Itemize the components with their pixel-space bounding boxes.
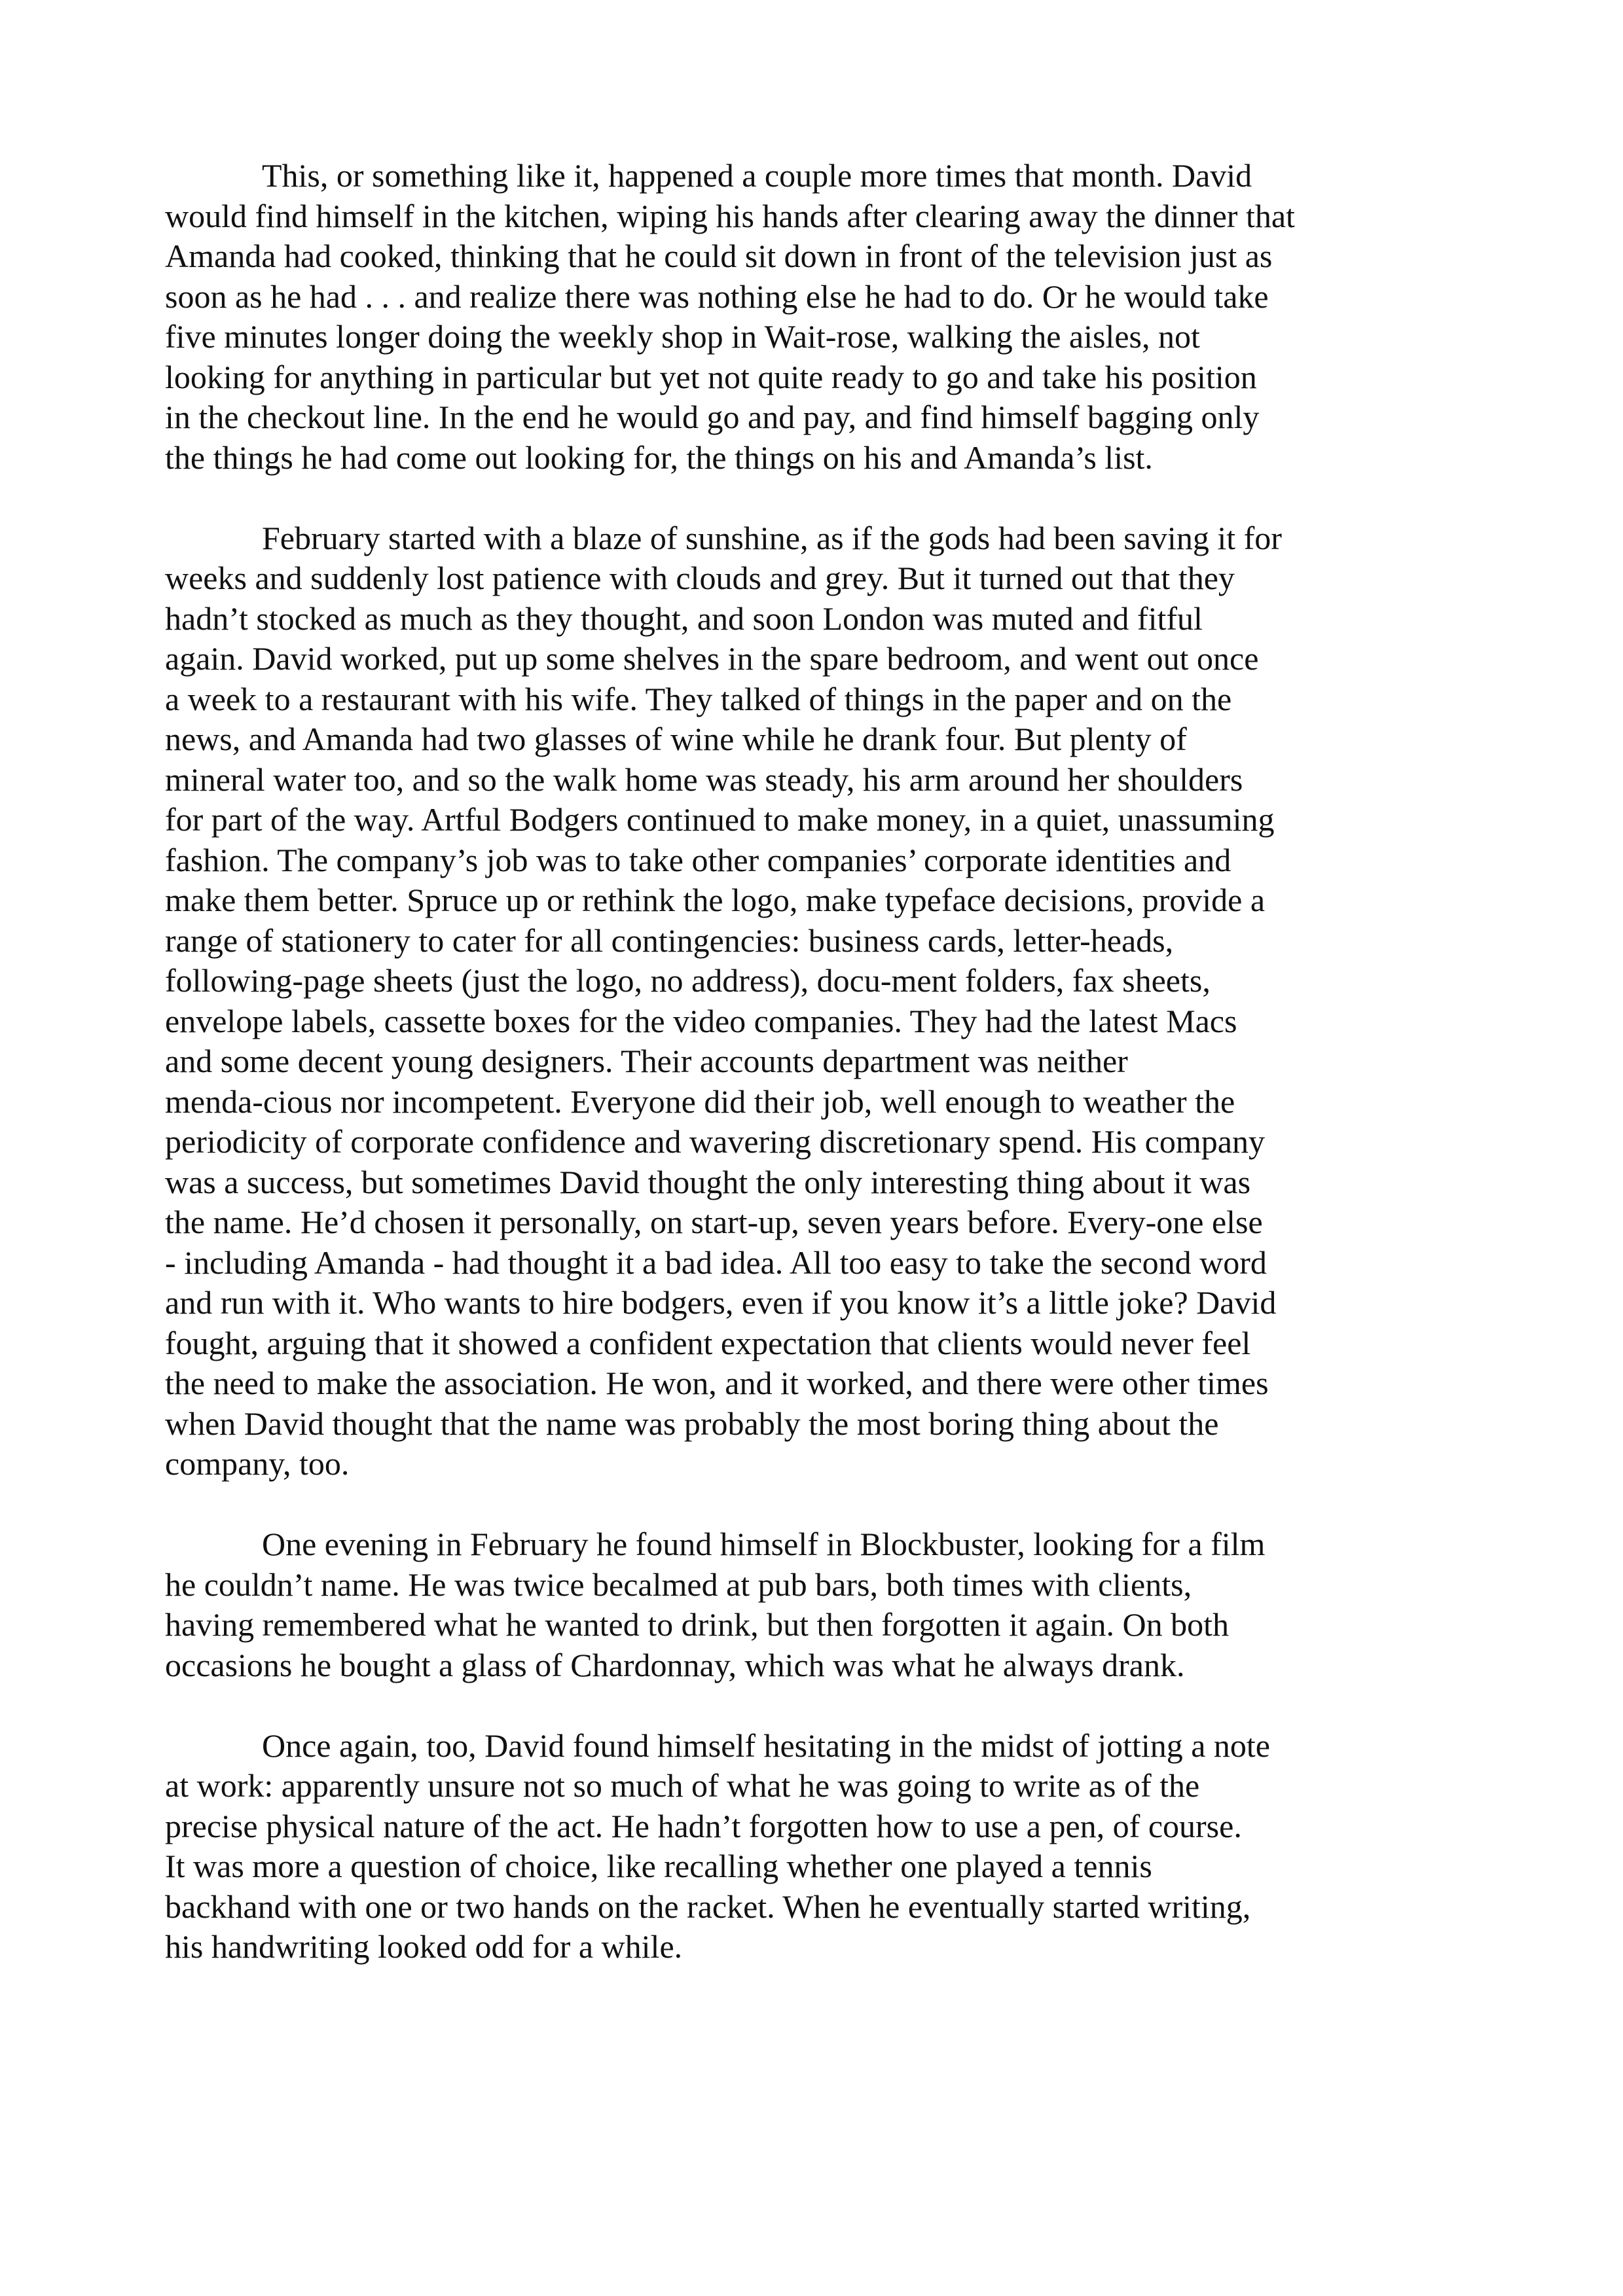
text-line: This, or something like it, happened a couple more times that month. David bbox=[262, 157, 1252, 194]
text-line: looking for anything in particular but yet not quite ready to go and take his position bbox=[165, 358, 1257, 395]
text-line: company, too. bbox=[165, 1445, 350, 1482]
text-line: five minutes longer doing the weekly shop in Wait-rose, walking the aisles, not bbox=[165, 318, 1200, 355]
text-line: for part of the way. Artful Bodgers continued to make money, in a quiet, unassuming bbox=[165, 801, 1275, 838]
text-line: in the checkout line. In the end he would go and pay, and find himself bagging only bbox=[165, 399, 1260, 435]
text-line: fought, arguing that it showed a confident expectation that clients would never feel bbox=[165, 1324, 1251, 1361]
text-line: menda-cious nor incompetent. Everyone did their job, well enough to weather the bbox=[165, 1083, 1235, 1120]
text-line: his handwriting looked odd for a while. bbox=[165, 1928, 683, 1965]
text-line: he couldn’t name. He was twice becalmed at pub bars, both times with clients, bbox=[165, 1566, 1192, 1603]
text-line: One evening in February he found himself in Blockbuster, looking for a film bbox=[262, 1526, 1266, 1562]
text-line: at work: apparently unsure not so much of what he was going to write as of the bbox=[165, 1767, 1200, 1804]
text-line: weeks and suddenly lost patience with clouds and grey. But it turned out that they bbox=[165, 560, 1235, 596]
text-line: Amanda had cooked, thinking that he could sit down in front of the television just as bbox=[165, 238, 1273, 274]
text-line: hadn’t stocked as much as they thought, and soon London was muted and fitful bbox=[165, 600, 1203, 637]
text-line: periodicity of corporate confidence and wavering discretionary spend. His company bbox=[165, 1123, 1265, 1160]
paragraph bbox=[165, 518, 1461, 1484]
text-line: was a success, but sometimes David thought the only interesting thing about it was bbox=[165, 1163, 1251, 1200]
text-line: following-page sheets (just the logo, no address), docu-ment folders, fax sheets, bbox=[165, 962, 1211, 999]
text-line: It was more a question of choice, like recalling whether one played a tennis bbox=[165, 1848, 1152, 1884]
text-line: when David thought that the name was probably the most boring thing about the bbox=[165, 1405, 1219, 1442]
paragraph bbox=[165, 1524, 1461, 1685]
paragraph bbox=[165, 1726, 1461, 1967]
text-line: February started with a blaze of sunshine, as if the gods had been saving it for bbox=[262, 519, 1282, 556]
text-line: occasions he bought a glass of Chardonnay, which was what he always drank. bbox=[165, 1646, 1185, 1683]
text-line: and some decent young designers. Their accounts department was neither bbox=[165, 1043, 1128, 1079]
text-line: the things he had come out looking for, the things on his and Amanda’s list. bbox=[165, 439, 1153, 476]
paragraph bbox=[165, 156, 1461, 478]
text-line: make them better. Spruce up or rethink the logo, make typeface decisions, provide a bbox=[165, 882, 1266, 918]
text-line: envelope labels, cassette boxes for the video companies. They had the latest Macs bbox=[165, 1002, 1237, 1039]
text-line: range of stationery to cater for all contingencies: business cards, letter-heads, bbox=[165, 922, 1174, 959]
text-line: the name. He’d chosen it personally, on start-up, seven years before. Every-one else bbox=[165, 1204, 1263, 1240]
text-line: Once again, too, David found himself hesitating in the midst of jotting a note bbox=[262, 1727, 1270, 1764]
text-line: soon as he had . . . and realize there was nothing else he had to do. Or he would take bbox=[165, 278, 1269, 315]
text-line: and run with it. Who wants to hire bodgers, even if you know it’s a little joke? David bbox=[165, 1284, 1277, 1321]
text-line: mineral water too, and so the walk home was steady, his arm around her shoulders bbox=[165, 761, 1243, 798]
text-line: - including Amanda - had thought it a bad idea. All too easy to take the second word bbox=[165, 1244, 1267, 1281]
text-line: having remembered what he wanted to drink, but then forgotten it again. On both bbox=[165, 1606, 1230, 1643]
text-line: would find himself in the kitchen, wiping his hands after clearing away the dinner that bbox=[165, 197, 1295, 234]
body-text bbox=[165, 156, 1461, 2007]
text-line: again. David worked, put up some shelves in the spare bedroom, and went out once bbox=[165, 640, 1259, 677]
text-line: news, and Amanda had two glasses of wine while he drank four. But plenty of bbox=[165, 721, 1187, 757]
text-line: the need to make the association. He won, and it worked, and there were other times bbox=[165, 1365, 1269, 1401]
text-line: a week to a restaurant with his wife. They talked of things in the paper and on the bbox=[165, 680, 1232, 717]
text-line: precise physical nature of the act. He hadn’t forgotten how to use a pen, of course. bbox=[165, 1807, 1242, 1844]
text-line: fashion. The company’s job was to take other companies’ corporate identities and bbox=[165, 841, 1231, 878]
text-line: backhand with one or two hands on the racket. When he eventually started writing, bbox=[165, 1888, 1251, 1925]
